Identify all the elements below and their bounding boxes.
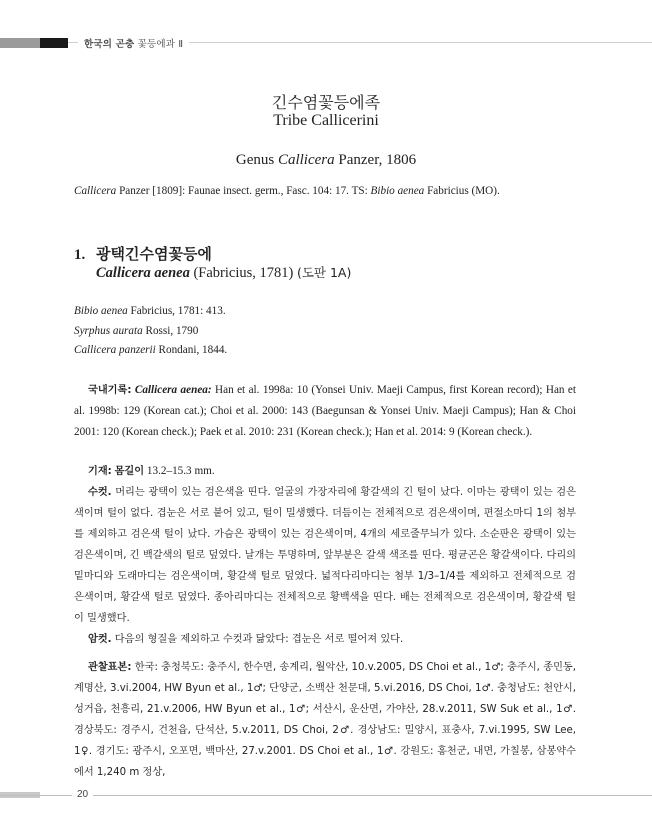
body-length-value: 13.2–15.3 mm. (144, 465, 215, 477)
species-name-korean: 광택긴수염꽃등에 (96, 245, 212, 263)
records-text: Han et al. 1998a: 10 (Yonsei Univ. Maeji Campus, first Korean record); Han et al. 1998b: 129 (Korean cat.); Choi et al. 2000: 143 (Baegunsan & Yonsei Univ. Maeji Campus); Han & Choi 2001: 120 (Korean check.); Paek et al. 2010: 231 (Korean check.); Han et al. 2014: 9 (Korean check.). (74, 384, 577, 438)
species-author: (Fabricius, 1781) (189, 265, 297, 281)
genus-reference (74, 181, 576, 202)
synonym-name: Callicera panzerii (74, 344, 156, 356)
page-number: 20 (72, 789, 93, 800)
synonym-item (74, 322, 227, 342)
female-text: 다음의 형질을 제외하고 수컷과 닮았다: 겹눈은 서로 떨어져 있다. (111, 634, 404, 645)
species-number: 1. (74, 247, 86, 263)
species-plate: (도판 1A) (296, 265, 352, 280)
male-label: 수컷. (88, 487, 112, 498)
specimens-label: 관찰표본: (88, 662, 132, 673)
synonym-list (74, 302, 227, 361)
genus-ref-text-end: Fabricius (MO). (424, 185, 500, 197)
footer-rule (0, 795, 652, 796)
korean-records-paragraph (74, 380, 576, 443)
specimens-paragraph (74, 657, 576, 783)
synonym-item (74, 302, 227, 322)
specimens-text: 한국: 충청북도: 충주시, 한수면, 송계리, 월악산, 10.v.2005, DS Choi et al., 1♂; 충주시, 종민동, 계명산, 3.vi.2004, HW Byun et al., 1♂; 단양군, 소백산 천문대, 5.vi.2016, DS Choi, 1♂. 충청남도: 천안시, 성거읍, 천흥리, 21.v.2006, HW Byun et al., 1♂; 서산시, 운산면, 가야산, 28.v.2011, SW Suk et al., 1♂. 경상북도: 경주시, 건천읍, 단석산, 5.v.2011, DS Choi, 2♂. 경상남도: 밀양시, 표충사, 7.vi.1995, SW Lee, 1♀. 경기도: 광주시, 오포면, 백마산, 27.v.2001. DS Choi et al., 1♂. 강원도: 홍천군, 내면, 가칠봉, 삼봉약수에서 1,240 m 정상, (74, 662, 576, 778)
running-header (78, 36, 189, 50)
body-length-label: 몸길이 (114, 466, 145, 477)
records-label: 국내기록: (88, 385, 132, 396)
genus-author: Panzer, 1806 (334, 152, 417, 168)
male-text: 머리는 광택이 있는 검은색을 띤다. 얼굴의 가장자리에 황갈색의 긴 털이 났다. 이마는 광택이 있는 검은색이며 털이 없다. 겹눈은 서로 붙어 있고, 털이 밀생했다. 더듬이는 전체적으로 검은색이며, 편절소마디 1의 첨부를 제외하고 검은색 털이 났다. 가슴은 광택이 있는 검은색이며, 4개의 세로줄무늬가 있다. 소순판은 광택이 있는 검은색이며, 긴 백갈색의 털로 덮였다. 날개는 투명하며, 앞부분은 갈색 색조를 띤다. 평균곤은 황갈색이다. 다리의 밑마디와 도래마디는 검은색이며, 황갈색 털로 덮였다. 넓적다리마디는 첨부 1/3–1/4를 제외하고 전체적으로 검은색이며, 황갈색 털로 덮였다. 종아리마디는 전체적으로 황백색을 띤다. 배는 전체적으로 검은색이며, 황갈색 털이 밀생했다. (74, 487, 576, 624)
header-book-title: 한국의 곤충 (84, 39, 135, 50)
genus-ref-type-species: Bibio aenea (370, 185, 425, 197)
species-heading-scientific (96, 263, 351, 282)
male-description (74, 482, 576, 629)
genus-prefix: Genus (235, 152, 278, 168)
description-label: 기재: (88, 466, 112, 477)
synonym-item (74, 341, 227, 361)
genus-name: Callicera (277, 152, 335, 168)
genus-heading (0, 152, 652, 169)
synonym-ref: Fabricius, 1781: 413. (127, 305, 226, 317)
genus-ref-name: Callicera (74, 185, 117, 197)
tribe-title-korean: 긴수염꽃등에족 (271, 93, 381, 112)
header-section: 꽃등에과 Ⅱ (137, 39, 184, 50)
description-paragraph (74, 461, 576, 650)
header-black-block (40, 38, 68, 48)
synonym-name: Bibio aenea (74, 305, 128, 317)
female-label: 암컷. (88, 634, 112, 645)
records-species-name: Callicera aenea: (134, 384, 212, 396)
synonym-ref: Rossi, 1790 (142, 324, 199, 337)
description-size-line (74, 461, 576, 482)
species-heading-korean (74, 243, 212, 264)
genus-ref-text: Panzer [1809]: Faunae insect. germ., Fasc. 104: 17. TS: (116, 185, 371, 197)
species-name-scientific: Callicera aenea (96, 265, 190, 281)
tribe-title-english: Tribe Callicerini (273, 112, 379, 129)
female-description (74, 629, 576, 650)
synonym-name: Syrphus aurata (74, 324, 143, 337)
synonym-ref: Rondani, 1844. (155, 344, 228, 356)
header-grey-block (0, 38, 40, 48)
